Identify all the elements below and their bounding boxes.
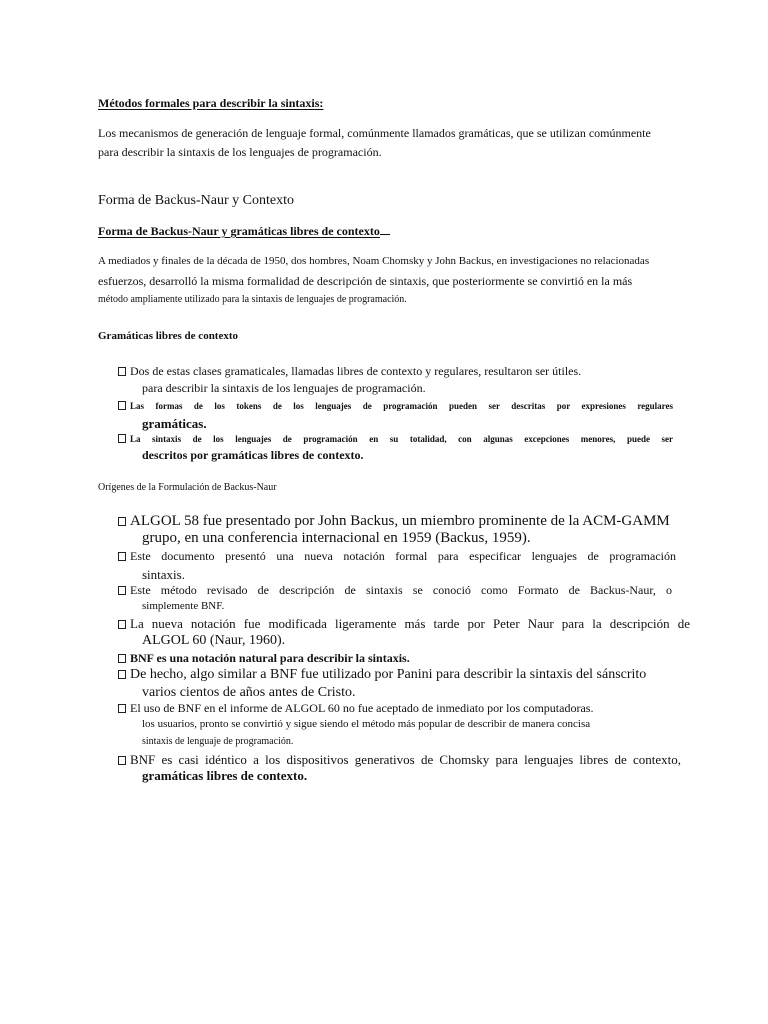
bullet-text: De hecho, algo similar a BNF fue utilizado por Panini para describir la sintaxis del sánscrito (130, 667, 647, 682)
bullet-icon (118, 756, 126, 765)
paragraph-line: esfuerzos, desarrolló la misma formalidad de descripción de sintaxis, que posteriormente se convirtió en la más (98, 274, 633, 288)
bullet-item (118, 616, 690, 632)
bullet-icon (118, 670, 126, 679)
bullet-icon (118, 620, 126, 629)
paragraph-line: Los mecanismos de generación de lenguaje formal, comúnmente llamados gramáticas, que se utilizan comúnmente (98, 126, 651, 140)
bullet-item (118, 549, 676, 564)
paragraph-line: A mediados y finales de la década de 1950, dos hombres, Noam Chomsky y John Backus, en investigaciones no relacionadas (98, 255, 650, 267)
bullet-continuation: gramáticas. (142, 416, 207, 431)
bullet-item (118, 434, 673, 444)
bullet-text: Las formas de los tokens de los lenguajes de programación pueden ser descritas por expresiones regulares (130, 401, 673, 411)
bullet-item (118, 701, 593, 716)
section-heading-cfg: Gramáticas libres de contexto (98, 330, 239, 342)
bullet-item (118, 583, 672, 598)
bullet-icon (118, 367, 126, 376)
bullet-text: El uso de BNF en el informe de ALGOL 60 no fue aceptado de inmediato por los computadoras. (130, 701, 594, 715)
bullet-continuation: simplemente BNF. (142, 600, 225, 612)
paragraph-line: método ampliamente utilizado para la sintaxis de lenguajes de programación. (98, 294, 407, 305)
bullet-icon (118, 434, 126, 443)
paragraph-line: para describir la sintaxis de los lenguajes de programación. (98, 145, 382, 159)
bullet-text: Este método revisado de descripción de sintaxis se conoció como Formato de Backus-Naur, o (130, 583, 672, 597)
bullet-text: BNF es casi idéntico a los dispositivos generativos de Chomsky para lenguajes libres de contexto, (130, 752, 681, 767)
bullet-text: Este documento presentó una nueva notación formal para especificar lenguajes de programación (130, 549, 676, 563)
bullet-text: La sintaxis de los lenguajes de programación en su totalidad, con algunas excepciones menores, puede ser (130, 434, 673, 444)
section-title-formal-methods: Métodos formales para describir la sintaxis: (98, 96, 324, 110)
bullet-text: La nueva notación fue modificada ligeramente más tarde por Peter Naur para la descripción de (130, 616, 690, 631)
section-heading-bnf-context: Forma de Backus-Naur y Contexto (98, 193, 294, 208)
bullet-item (118, 364, 581, 379)
bullet-item (118, 667, 646, 683)
bullet-text: ALGOL 58 fue presentado por John Backus, un miembro prominente de la ACM-GAMM (130, 513, 670, 529)
section-heading-bnf-origins: Orígenes de la Formulación de Backus-Naur (98, 482, 277, 493)
bullet-continuation: ALGOL 60 (Naur, 1960). (142, 633, 286, 648)
bullet-icon (118, 552, 126, 561)
bullet-item (118, 752, 681, 768)
bullet-continuation: los usuarios, pronto se convirtió y sigue siendo el método más popular de describir de manera concisa (142, 718, 591, 730)
bullet-continuation: varios cientos de años antes de Cristo. (142, 685, 356, 700)
bullet-continuation: para describir la sintaxis de los lenguajes de programación. (142, 381, 426, 395)
bullet-icon (118, 586, 126, 595)
bullet-icon (118, 517, 126, 526)
bullet-continuation: sintaxis. (142, 567, 185, 582)
subheading-bnf-grammars (98, 224, 390, 239)
subheading-text: Forma de Backus-Naur y gramáticas libres de contexto (98, 224, 380, 238)
bullet-continuation: sintaxis de lenguaje de programación. (142, 736, 294, 747)
bullet-text: Dos de estas clases gramaticales, llamadas libres de contexto y regulares, resultaron ser útiles. (130, 364, 582, 378)
bullet-continuation: descritos por gramáticas libres de contexto. (142, 448, 364, 462)
bullet-item (118, 401, 673, 411)
bullet-text: BNF es una notación natural para describir la sintaxis. (130, 651, 410, 665)
bullet-item (118, 651, 410, 666)
bullet-icon (118, 401, 126, 410)
bullet-icon (118, 654, 126, 663)
bullet-continuation: gramáticas libres de contexto. (142, 768, 308, 783)
bullet-item (118, 513, 670, 530)
bullet-continuation: grupo, en una conferencia internacional en 1959 (Backus, 1959). (142, 530, 531, 546)
bullet-icon (118, 704, 126, 713)
